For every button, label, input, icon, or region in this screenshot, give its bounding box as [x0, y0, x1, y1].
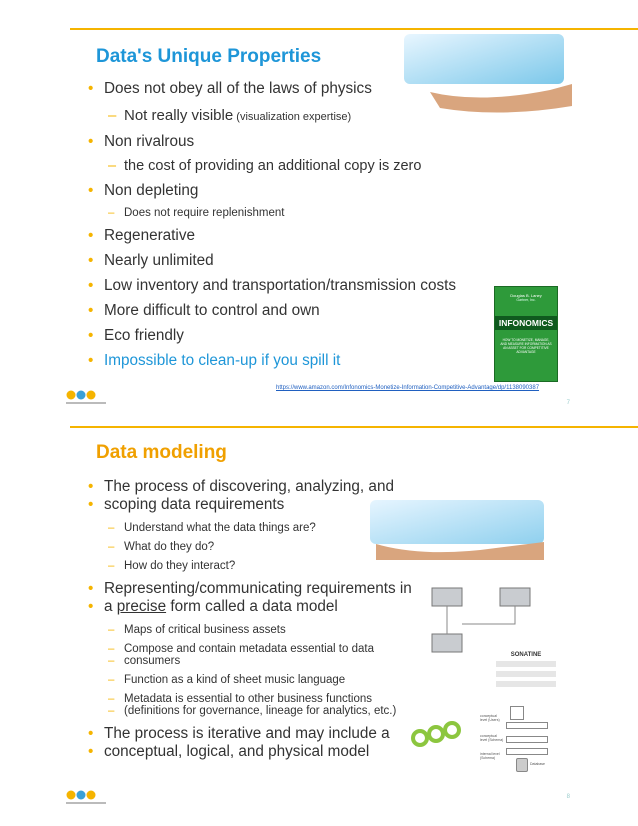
- sub-bullet: – Does not require replenishment: [88, 207, 456, 219]
- sub-bullet: – What do they do?: [88, 541, 412, 553]
- architecture-diagram: conceptual level (Users) conceptual level (Schema) internal level (Schema) Database: [480, 696, 570, 780]
- sub-bullet-continued: – consumers: [88, 655, 412, 667]
- bullet: • Regenerative: [88, 227, 456, 245]
- top-rule: [70, 28, 638, 30]
- bullet: • The process is iterative and may include a: [88, 725, 412, 743]
- sub-bullet: – Maps of critical business assets: [88, 624, 412, 636]
- bullet: • Non depleting: [88, 182, 456, 200]
- logo-icon: [66, 388, 116, 406]
- slide-2: [0, 420, 638, 804]
- source-link[interactable]: https://www.amazon.com/Infonomics-Monetize-Information-Competitive-Advantage/dp/1138090387: [276, 385, 540, 391]
- sub-bullet: – Function as a kind of sheet music language: [88, 674, 412, 686]
- sub-bullet: – Compose and contain metadata essential to data: [88, 643, 412, 655]
- bullet: • Eco friendly: [88, 327, 456, 345]
- page-number: 8: [566, 794, 570, 800]
- bullet-list: [88, 478, 412, 761]
- bullet: • The process of discovering, analyzing, and: [88, 478, 412, 496]
- bullet: • Representing/communicating requirements in: [88, 580, 412, 598]
- page-number: 7: [566, 400, 570, 406]
- slide-title: Data modeling: [96, 442, 227, 463]
- bullet: • Low inventory and transportation/transmission costs: [88, 277, 456, 295]
- bullet: • More difficult to control and own: [88, 302, 456, 320]
- sub-bullet: – How do they interact?: [88, 560, 412, 572]
- slide-title: Data's Unique Properties: [96, 46, 322, 67]
- bullet-continued: • a precise form called a data model: [88, 598, 412, 616]
- logo-icon: [66, 788, 116, 806]
- bullet: • Non rivalrous: [88, 133, 456, 151]
- bullet-continued: • conceptual, logical, and physical model: [88, 743, 412, 761]
- bullet: • Nearly unlimited: [88, 252, 456, 270]
- infonomics-book-cover: Douglas B. Laney Gartner, Inc. INFONOMICS HOW TO MONETIZE, MANAGE, AND MEASURE INFORMATION AS AN ASSET FOR COMPETITIVE ADVANTAGE: [494, 286, 558, 382]
- bullet-highlight: • Impossible to clean-up if you spill it: [88, 352, 456, 370]
- bullet-list: [88, 80, 456, 370]
- bullet: • Does not obey all of the laws of physics: [88, 80, 456, 98]
- sub-bullet: – Not really visible (visualization expertise): [88, 107, 456, 124]
- sub-bullet-continued: – (definitions for governance, lineage for analytics, etc.): [88, 705, 412, 717]
- sub-bullet: – Understand what the data things are?: [88, 522, 412, 534]
- sheet-music: SONATINE: [510, 652, 542, 658]
- slide-1: [0, 22, 638, 406]
- sub-bullet: – the cost of providing an additional copy is zero: [88, 158, 456, 174]
- bullet-continued: • scoping data requirements: [88, 496, 412, 514]
- iteration-cycle-icon: [410, 718, 466, 752]
- sub-bullet: – Metadata is essential to other business functions: [88, 693, 412, 705]
- top-rule: [70, 426, 638, 428]
